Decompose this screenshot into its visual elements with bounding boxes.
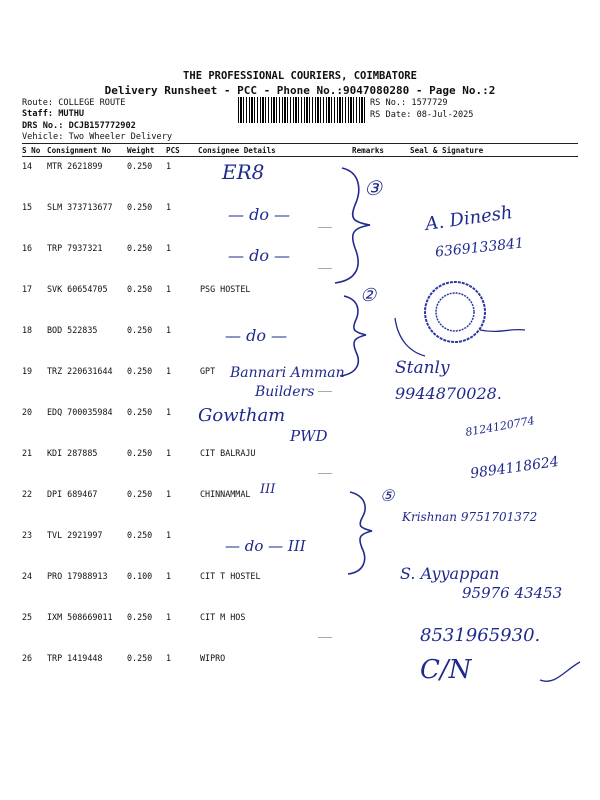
- route-info: Route: COLLEGE ROUTE: [22, 98, 126, 108]
- drs-number: DRS No.: DCJB157772902: [22, 121, 136, 131]
- signature-scribble: [395, 318, 425, 356]
- row-pcs: 1: [166, 571, 172, 581]
- hw-row16-ditto: — do —: [228, 246, 291, 265]
- rs-number: RS No.: 1577729: [370, 98, 448, 108]
- row-weight: 0.250: [127, 284, 153, 294]
- row-weight: 0.250: [127, 407, 153, 417]
- row-consignee: CIT BALRAJU: [200, 448, 256, 458]
- col-consignment: Consignment No: [47, 146, 112, 155]
- row-consignment: KDI 287885: [47, 448, 98, 458]
- signature-row16-phone: 6369133841: [434, 235, 525, 261]
- row-pcs: 1: [166, 653, 172, 663]
- hw-row23-ditto: — do — III: [225, 537, 306, 555]
- row-weight: 0.250: [127, 161, 153, 171]
- signature-row20-phone: 8124120774: [464, 414, 536, 439]
- row-pcs: 1: [166, 612, 172, 622]
- row-sno: 17: [22, 284, 33, 294]
- row-consignee: CIT M HOS: [200, 612, 246, 622]
- row-sno: 22: [22, 489, 33, 499]
- row-sno: 26: [22, 653, 33, 663]
- row-weight: 0.250: [127, 325, 153, 335]
- row-sno: 18: [22, 325, 33, 335]
- col-consignee: Consignee Details: [198, 146, 276, 155]
- signature-row19-phone: 9944870028.: [395, 384, 502, 403]
- row-consignment: TRP 1419448: [47, 653, 103, 663]
- row-consignment: TVL 2921997: [47, 530, 103, 540]
- signature-row19: Stanly: [395, 358, 450, 378]
- row-pcs: 1: [166, 325, 172, 335]
- row-pcs: 1: [166, 202, 172, 212]
- hw-row20-consignee: Gowtham: [198, 405, 286, 426]
- signature-scribble: [540, 662, 580, 681]
- seal-stamp: [425, 282, 485, 342]
- hw-group-count-3: ③: [364, 176, 382, 200]
- col-remarks: Remarks: [352, 146, 385, 155]
- signature-row24-phone: 95976 43453: [462, 584, 563, 602]
- row-weight: 0.250: [127, 489, 153, 499]
- row-sno: 15: [22, 202, 33, 212]
- document-title: Delivery Runsheet - PCC - Phone No.:9047080280 - Page No.:2: [104, 84, 496, 97]
- row-sno: 24: [22, 571, 33, 581]
- row-weight: 0.250: [127, 366, 153, 376]
- row-sno: 21: [22, 448, 33, 458]
- hw-row15-ditto: — do —: [228, 205, 291, 224]
- row-weight: 0.250: [127, 243, 153, 253]
- row-consignment: SLM 373713677: [47, 202, 113, 212]
- company-name: THE PROFESSIONAL COURIERS, COIMBATORE: [183, 70, 417, 82]
- row-sno: 23: [22, 530, 33, 540]
- row-consignment: IXM 508669011: [47, 612, 113, 622]
- col-seal-signature: Seal & Signature: [410, 146, 484, 155]
- row-pcs: 1: [166, 366, 172, 376]
- row-consignment: PRO 17988913: [47, 571, 108, 581]
- signature-row26: C/N: [420, 655, 472, 685]
- signature-row22: Krishnan 9751701372: [402, 510, 538, 524]
- row-weight: 0.250: [127, 448, 153, 458]
- row-weight: 0.250: [127, 653, 153, 663]
- row-consignment: MTR 2621899: [47, 161, 103, 171]
- row-sno: 14: [22, 161, 33, 171]
- row-consignee: CHINNAMMAL: [200, 489, 251, 499]
- row-sno: 19: [22, 366, 33, 376]
- row-pcs: 1: [166, 284, 172, 294]
- hw-row20-consignee-2: PWD: [290, 427, 328, 445]
- col-sno: S No: [22, 146, 41, 155]
- hw-row19-consignee-2: Builders: [255, 384, 315, 400]
- row-pcs: 1: [166, 243, 172, 253]
- row-sno: 20: [22, 407, 33, 417]
- col-weight: Weight: [127, 146, 155, 155]
- row-sno: 16: [22, 243, 33, 253]
- row-pcs: 1: [166, 489, 172, 499]
- row-pcs: 1: [166, 407, 172, 417]
- rs-date: RS Date: 08-Jul-2025: [370, 110, 474, 120]
- hw-row18-ditto: — do —: [225, 326, 288, 345]
- row-weight: 0.250: [127, 530, 153, 540]
- signature-row24: S. Ayyappan: [400, 564, 500, 583]
- row-pcs: 1: [166, 530, 172, 540]
- hw-row14-consignee: ER8: [222, 160, 265, 184]
- row-consignee: GPT: [200, 366, 216, 376]
- row-pcs: 1: [166, 161, 172, 171]
- hw-group-count-2: ②: [360, 285, 377, 306]
- vehicle-info: Vehicle: Two Wheeler Delivery: [22, 132, 173, 142]
- signature-row21-phone: 9894118624: [469, 453, 560, 483]
- row-consignee: CIT T HOSTEL: [200, 571, 261, 581]
- row-consignee: PSG HOSTEL: [200, 284, 251, 294]
- row-weight: 0.250: [127, 612, 153, 622]
- row-consignee: WIPRO: [200, 653, 226, 663]
- col-pcs: PCS: [166, 146, 180, 155]
- hw-group-count-5: ⑤: [380, 486, 395, 505]
- staff-info: Staff: MUTHU: [22, 109, 85, 119]
- hw-row19-consignee: Bannari Amman: [230, 365, 345, 381]
- row-weight: 0.100: [127, 571, 153, 581]
- row-consignment: TRP 7937321: [47, 243, 103, 253]
- row-pcs: 1: [166, 448, 172, 458]
- hw-row22-note: III: [260, 482, 276, 497]
- signature-row16: A. Dinesh: [423, 201, 514, 236]
- row-consignment: BOD 522835: [47, 325, 98, 335]
- row-consignment: DPI 689467: [47, 489, 98, 499]
- row-sno: 25: [22, 612, 33, 622]
- row-weight: 0.250: [127, 202, 153, 212]
- row-consignment: TRZ 220631644: [47, 366, 113, 376]
- signature-scribble: [480, 330, 525, 332]
- row-consignment: SVK 60654705: [47, 284, 108, 294]
- row-consignment: EDQ 700035984: [47, 407, 113, 417]
- signature-row25-phone: 8531965930.: [420, 625, 541, 646]
